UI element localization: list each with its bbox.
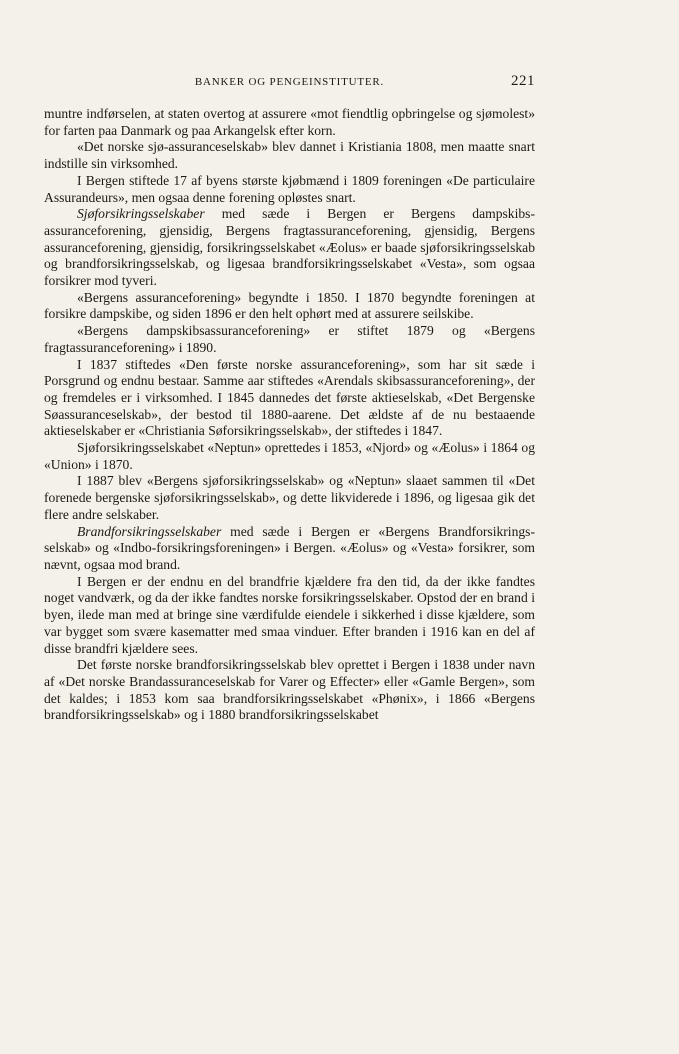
paragraph: [44, 657, 535, 724]
paragraph-text: I Bergen er der endnu en del brandfrie kjældere fra den tid, da der ikke fandtes noget vandværk, og da der ikke fandtes norske forsikringsselskaber. Opstod der en brand i byen, ilede man med at bringe sine værdifulde eiendele i sikkerhed i disse kjældere, som var bygget som svære kasematter med smaa vinduer. Efter branden i 1916 kan en del af disse brandfri kjældere sees.: [44, 573, 535, 656]
paragraph-text: med sæde i Bergen er «Bergens Brandforsikrings-selskab» og «Indbo-forsikringsforeningen» i Bergen. «Æolus» og «Vesta» forsikrer, som nævnt, ogsaa mod brand.: [44, 523, 535, 572]
paragraph: [44, 173, 535, 206]
running-title: BANKER OG PENGEINSTITUTER.: [194, 76, 385, 88]
paragraph-text: Sjøforsikringsselskabet «Neptun» oprettedes i 1853, «Njord» og «Æolus» i 1864 og «Union» i 1870.: [44, 440, 535, 472]
body-text: [44, 106, 535, 724]
paragraph-text: Det første norske brandforsikringsselskab blev oprettet i Bergen i 1838 under navn af «Det norske Brandassuranceselskab for Varer og Effecter» eller «Gamle Bergen», som det kaldes; i 1853 kom saa brandforsikringsselskabet «Phønix», i 1866 «Bergens brandforsikringsselskab» og i 1880 brandforsikringsselskabet: [44, 657, 535, 723]
paragraph: [44, 206, 535, 290]
paragraph: [44, 524, 535, 574]
paragraph: [44, 357, 535, 441]
paragraph-text: «Det norske sjø-assuranceselskab» blev dannet i Kristiania 1808, men maatte snart indstille sin virksomhed.: [44, 139, 535, 172]
page-header: [44, 73, 535, 93]
paragraph: [44, 440, 535, 473]
paragraph-text: med sæde i Bergen er Bergens dampskibs-assuranceforening, gjensidig, Bergens fragtassuranceforening, gjensidig, Bergens assuranceforening, gjensidig, forsikringsselskabet «Æolus» er baade sjøforsikringsselskab og brandforsikringsselskab, og ligesaa brandforsikringsselskabet «Vesta», som ogsaa forsikrer mod tyveri.: [44, 206, 535, 289]
paragraph: [44, 106, 535, 139]
page-number: 221: [511, 73, 535, 89]
paragraph-text: I 1837 stiftedes «Den første norske assuranceforening», som har sit sæde i Porsgrund og endnu bestaar. Samme aar stiftedes «Arendals skibsassuranceforening», der og fremdeles er i virksomhed. I 1845 dannedes det første aktieselskab, «Det Bergenske Søassuranceselskab», der bestod til 1880-aarene. Det ældste af de nu bestaaende aktieselskaber er «Christiania Søforsikringsselskab», der stiftedes i 1847.: [44, 356, 535, 439]
italic-lead: Brandforsikringsselskaber: [77, 523, 222, 539]
paragraph: [44, 574, 535, 658]
paragraph-text: muntre indførselen, at staten overtog at assurere «mot fiendtlig opbringelse og sjømolest» for farten paa Danmark og paa Arkangelsk efter korn.: [44, 106, 535, 138]
paragraph-text: «Bergens assuranceforening» begyndte i 1850. I 1870 begyndte foreningen at forsikre dampskibe, og siden 1896 er den helt ophørt med at assurere seilskibe.: [44, 289, 535, 322]
paragraph-text: I 1887 blev «Bergens sjøforsikringsselskab» og «Neptun» slaaet sammen til «Det forenede bergenske sjøforsikringsselskab», og dette likviderede i 1896, og ligesaa gik det flere andre selskaber.: [44, 473, 535, 522]
paragraph: [44, 139, 535, 172]
paragraph-text: I Bergen stiftede 17 af byens største kjøbmænd i 1809 foreningen «De particulaire Assurandeurs», men ogsaa denne forening opløstes snart.: [44, 172, 535, 205]
paragraph: [44, 473, 535, 523]
paragraph-text: «Bergens dampskibsassuranceforening» er stiftet 1879 og «Bergens fragtassuranceforening» i 1890.: [44, 323, 535, 355]
italic-lead: Sjøforsikringsselskaber: [77, 206, 205, 222]
paragraph: [44, 323, 535, 356]
paragraph: [44, 290, 535, 323]
